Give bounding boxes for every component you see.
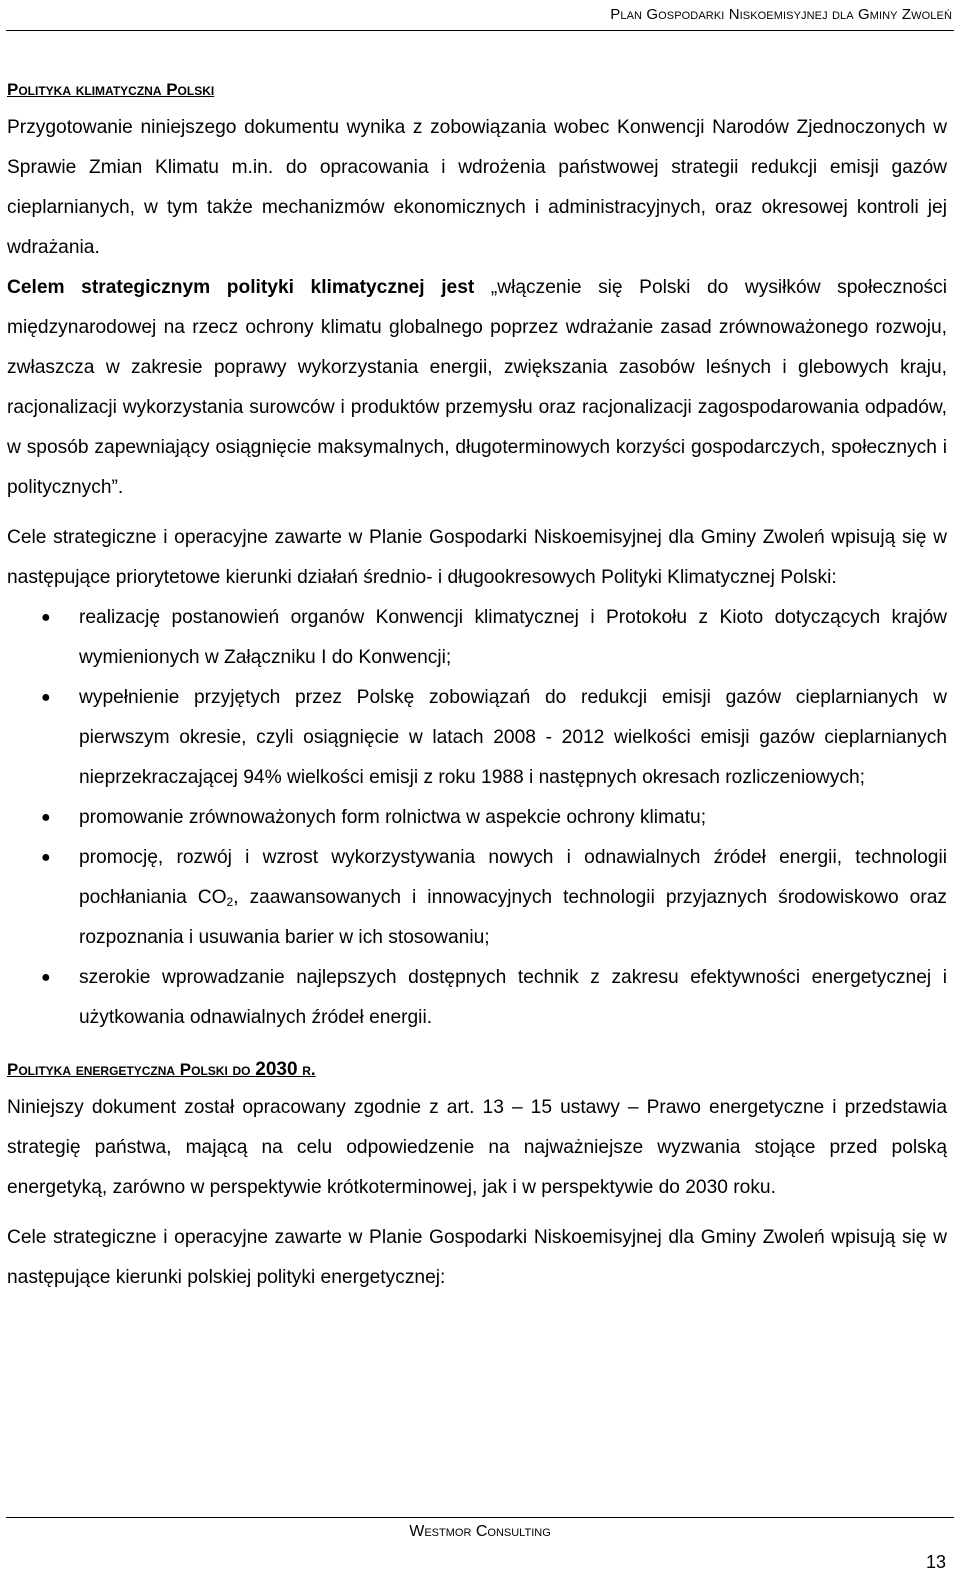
- energy-heading-suffix: r.: [297, 1060, 316, 1079]
- list-item-text-part1: promocję, rozwój i wzrost wykorzystywania nowych i odnawialnych źródeł energii, technologii pochłaniania CO: [79, 847, 947, 908]
- strategic-goal-lead: Celem strategicznym polityki klimatycznej jest: [7, 277, 475, 298]
- paragraph-intro: Przygotowanie niniejszego dokumentu wynika z zobowiązania wobec Konwencji Narodów Zjednoczonych w Sprawie Zmian Klimatu m.in. do opracowania i wdrożenia państwowej strategii redukcji emisji gazów cieplarnianych, w tym także mechanizmów ekonomicznych i administracyjnych, oraz okresowej kontroli jej wdrażania.: [7, 117, 947, 258]
- section-heading-energy-policy: [7, 1056, 947, 1084]
- list-item: [7, 678, 947, 798]
- bullet-icon: ●: [41, 849, 51, 866]
- strategic-goal-text: „włączenie się Polski do wysiłków społeczności międzynarodowej na rzecz ochrony klimatu globalnego poprzez wdrażanie zasad zrównoważonego rozwoju, zwłaszcza w zakresie poprawy wykorzystania energii, zwiększania zasobów leśnych i glebowych kraju, racjonalizacji wykorzystania surowców i produktów przemysłu oraz racjonalizacji zagospodarowania odpadów, w sposób zapewniający osiągnięcie maksymalnych, długoterminowych korzyści gospodarczych, społecznych i politycznych”.: [7, 277, 947, 498]
- bullet-icon: ●: [41, 689, 51, 706]
- list-item-text: wypełnienie przyjętych przez Polskę zobowiązań do redukcji emisji gazów cieplarnianych w pierwszym okresie, czyli osiągnięcie w latach 2008 - 2012 wielkości emisji gazów cieplarnianych nieprzekraczającej 94% wielkości emisji z roku 1988 i następnych okresach rozliczeniowych;: [79, 687, 947, 788]
- energy-heading-year: 2030: [255, 1059, 298, 1080]
- section-heading-climate-policy: Polityka klimatyczna Polski: [7, 80, 215, 99]
- page-content: [7, 76, 947, 1298]
- bullet-icon: ●: [41, 809, 51, 826]
- list-item: [7, 798, 947, 838]
- list-item: [7, 598, 947, 678]
- priorities-list: [7, 598, 947, 1038]
- page-number: 13: [925, 1552, 946, 1572]
- list-item-text: szerokie wprowadzanie najlepszych dostępnych technik z zakresu efektywności energetycznej i użytkowania odnawialnych źródeł energii.: [79, 967, 947, 1028]
- header-divider: [6, 30, 954, 31]
- list-item: [7, 958, 947, 1038]
- page-header-title: Plan Gospodarki Niskoemisyjnej dla Gminy Zwoleń: [610, 6, 952, 23]
- energy-heading-text: Polityka energetyczna Polski do: [7, 1060, 256, 1079]
- list-item: [7, 838, 947, 958]
- footer-company-name: Westmor Consulting: [409, 1523, 551, 1540]
- bullet-icon: ●: [41, 609, 51, 626]
- bullet-icon: ●: [41, 969, 51, 986]
- list-item-text-part2: , zaawansowanych i innowacyjnych technologii przyjaznych środowiskowo oraz rozpoznania i usuwania barier w ich stosowaniu;: [79, 887, 947, 948]
- list-item-text: realizację postanowień organów Konwencji klimatycznej i Protokołu z Kioto dotyczących krajów wymienionych w Załączniku I do Konwencji;: [79, 607, 947, 668]
- paragraph-energy-intro: Niniejszy dokument został opracowany zgodnie z art. 13 – 15 ustawy – Prawo energetyczne i przedstawia strategię państwa, mającą na celu odpowiedzenie na najważniejsze wyzwania stojące przed polską energetyką, zarówno w perspektywie krótkoterminowej, jak i w perspektywie do 2030 roku.: [7, 1097, 947, 1198]
- list-item-text: promowanie zrównoważonych form rolnictwa w aspekcie ochrony klimatu;: [79, 807, 707, 828]
- footer-divider: [6, 1517, 954, 1518]
- paragraph-priorities-intro: Cele strategiczne i operacyjne zawarte w Planie Gospodarki Niskoemisyjnej dla Gminy Zwoleń wpisują się w następujące priorytetowe kierunki działań średnio- i długookresowych Polityki Klimatycznej Polski:: [7, 527, 947, 588]
- co2-subscript: 2: [226, 895, 234, 909]
- paragraph-energy-directions: Cele strategiczne i operacyjne zawarte w Planie Gospodarki Niskoemisyjnej dla Gminy Zwoleń wpisują się w następujące kierunki polskiej polityki energetycznej:: [7, 1227, 947, 1288]
- paragraph-strategic-goal: [7, 268, 947, 508]
